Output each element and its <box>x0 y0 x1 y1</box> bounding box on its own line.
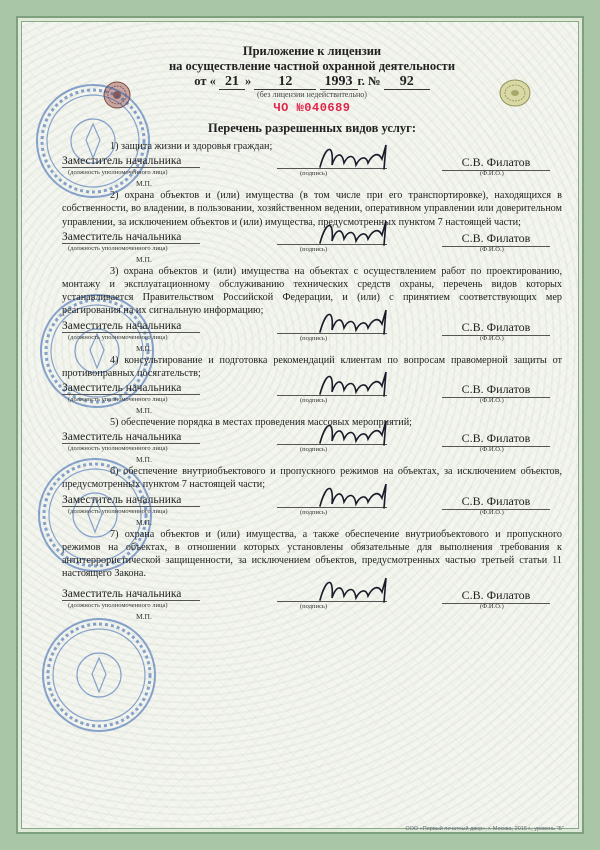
signature-row <box>62 431 562 455</box>
signer-name-caption: (Ф.И.О.) <box>480 334 504 342</box>
signer-role-caption: (должность уполномоченного лица) <box>68 333 168 341</box>
signer-name: С.В. Филатов <box>442 382 550 398</box>
seal-place-mark: М.П. <box>136 406 152 416</box>
handwritten-signature-icon <box>312 368 402 402</box>
signer-role-caption: (должность уполномоченного лица) <box>68 169 168 177</box>
signer-role-caption: (должность уполномоченного лица) <box>68 507 168 515</box>
issue-date-row <box>62 74 562 90</box>
service-item: 4) консультирование и подготовка рекомендаций клиентам по вопросам правомерной защиты от противоправных посягательств; <box>62 354 562 379</box>
date-day-suffix: » <box>245 74 252 88</box>
signature-caption: (подпись) <box>300 446 327 454</box>
signature-row <box>62 588 562 612</box>
seal-place-mark: М.П. <box>136 343 152 353</box>
signature-caption: (подпись) <box>300 334 327 342</box>
signer-name-caption: (Ф.И.О.) <box>480 508 504 516</box>
seal-place-mark: М.П. <box>136 612 152 622</box>
handwritten-signature-icon <box>312 480 402 514</box>
document-content <box>62 44 562 622</box>
handwritten-signature-icon <box>312 306 402 340</box>
signature-caption: (подпись) <box>300 245 327 253</box>
seal-place-mark: М.П. <box>136 455 152 465</box>
license-number: 92 <box>384 74 430 90</box>
signer-name-caption: (Ф.И.О.) <box>480 603 504 611</box>
signer-name: С.В. Филатов <box>442 320 550 336</box>
seal-place-mark: М.П. <box>136 179 152 189</box>
signer-role: Заместитель начальника <box>62 320 200 333</box>
seal-place-mark: М.П. <box>136 517 152 527</box>
signer-role-caption: (должность уполномоченного лица) <box>68 244 168 252</box>
signer-role-caption: (должность уполномоченного лица) <box>68 445 168 453</box>
signer-role-caption: (должность уполномоченного лица) <box>68 602 168 610</box>
handwritten-signature-icon <box>312 217 402 251</box>
date-day: 21 <box>219 74 245 90</box>
signer-role: Заместитель начальника <box>62 231 200 244</box>
document-title-line1: Приложение к лицензии <box>242 44 382 58</box>
official-stamp-icon <box>40 616 158 734</box>
service-item: 3) охрана объектов и (или) имущества на объектах с осуществлением работ по проектированию, монтажу и эксплуатационному обслуживанию технических средств охраны, перечень видов которых устанавливается Правительством Российской Федерации, и (или) с принятием соответствующих мер реагирования на их сигнальную информацию; <box>62 265 562 317</box>
signer-role: Заместитель начальника <box>62 155 200 168</box>
signer-role: Заместитель начальника <box>62 494 200 507</box>
service-item: 2) охрана объектов и (или) имущества (в том числе при его транспортировке), находящихся в собственности, во владении, в пользовании, хозяйственном ведении, оперативном управлении или доверительном управлении, за исключением объектов и (или) имущества, предусмотренных пунктом 7 настоящей части; <box>62 190 562 228</box>
document-title-line2: на осуществление частной охранной деятельности <box>168 59 456 73</box>
signer-name-caption: (Ф.И.О.) <box>480 170 504 178</box>
signer-name: С.В. Филатов <box>442 231 550 247</box>
signer-name: С.В. Филатов <box>442 588 550 604</box>
signer-role: Заместитель начальника <box>62 382 200 395</box>
signature-row <box>62 320 562 344</box>
signer-name-caption: (Ф.И.О.) <box>480 245 504 253</box>
date-prefix: от « <box>194 74 216 88</box>
date-year: 1993 <box>320 74 358 90</box>
handwritten-signature-icon <box>312 574 402 608</box>
signer-role: Заместитель начальника <box>62 431 200 444</box>
service-item: 5) обеспечение порядка в местах проведения массовых мероприятий; <box>110 417 412 429</box>
validity-note: (без лицензии недействительно) <box>257 90 367 99</box>
signature-caption: (подпись) <box>300 397 327 405</box>
signature-caption: (подпись) <box>300 508 327 516</box>
signer-name: С.В. Филатов <box>442 494 550 510</box>
service-item: 6) обеспечение внутриобъектового и пропускного режимов на объектах, за исключением объектов, предусмотренных пунктом 7 настоящей части; <box>62 466 562 491</box>
signer-name-caption: (Ф.И.О.) <box>480 397 504 405</box>
seal-place-mark: М.П. <box>136 254 152 264</box>
handwritten-signature-icon <box>312 417 402 451</box>
handwritten-signature-icon <box>312 141 402 175</box>
signature-row <box>62 155 562 179</box>
signer-name: С.В. Филатов <box>442 155 550 171</box>
printer-footer: ООО «Первый печатный двор», г. Москва, 2015 г., уровень "Б" <box>405 826 564 832</box>
signature-row <box>62 382 562 406</box>
service-item: 1) защита жизни и здоровья граждан; <box>110 141 273 152</box>
services-list-title: Перечень разрешенных видов услуг: <box>208 121 416 135</box>
date-month: 12 <box>254 74 316 90</box>
signature-row <box>62 231 562 255</box>
signature-row <box>62 494 562 518</box>
service-item: 7) охрана объектов и (или) имущества, а также обеспечение внутриобъектового и пропускного режимов на объектах, в отношении которых установлены обязательные для выполнения требования к антитеррористической защищенности, за исключением объектов, предусмотренных частью третьей статьи 11 настоящего Закона. <box>62 528 562 580</box>
date-year-suffix: г. № <box>357 74 381 88</box>
signer-role-caption: (должность уполномоченного лица) <box>68 396 168 404</box>
serial-number: ЧО №040689 <box>273 101 351 115</box>
signature-caption: (подпись) <box>300 603 327 611</box>
signer-name: С.В. Филатов <box>442 431 550 447</box>
signer-role: Заместитель начальника <box>62 588 200 601</box>
signature-caption: (подпись) <box>300 170 327 178</box>
signer-name-caption: (Ф.И.О.) <box>480 446 504 454</box>
